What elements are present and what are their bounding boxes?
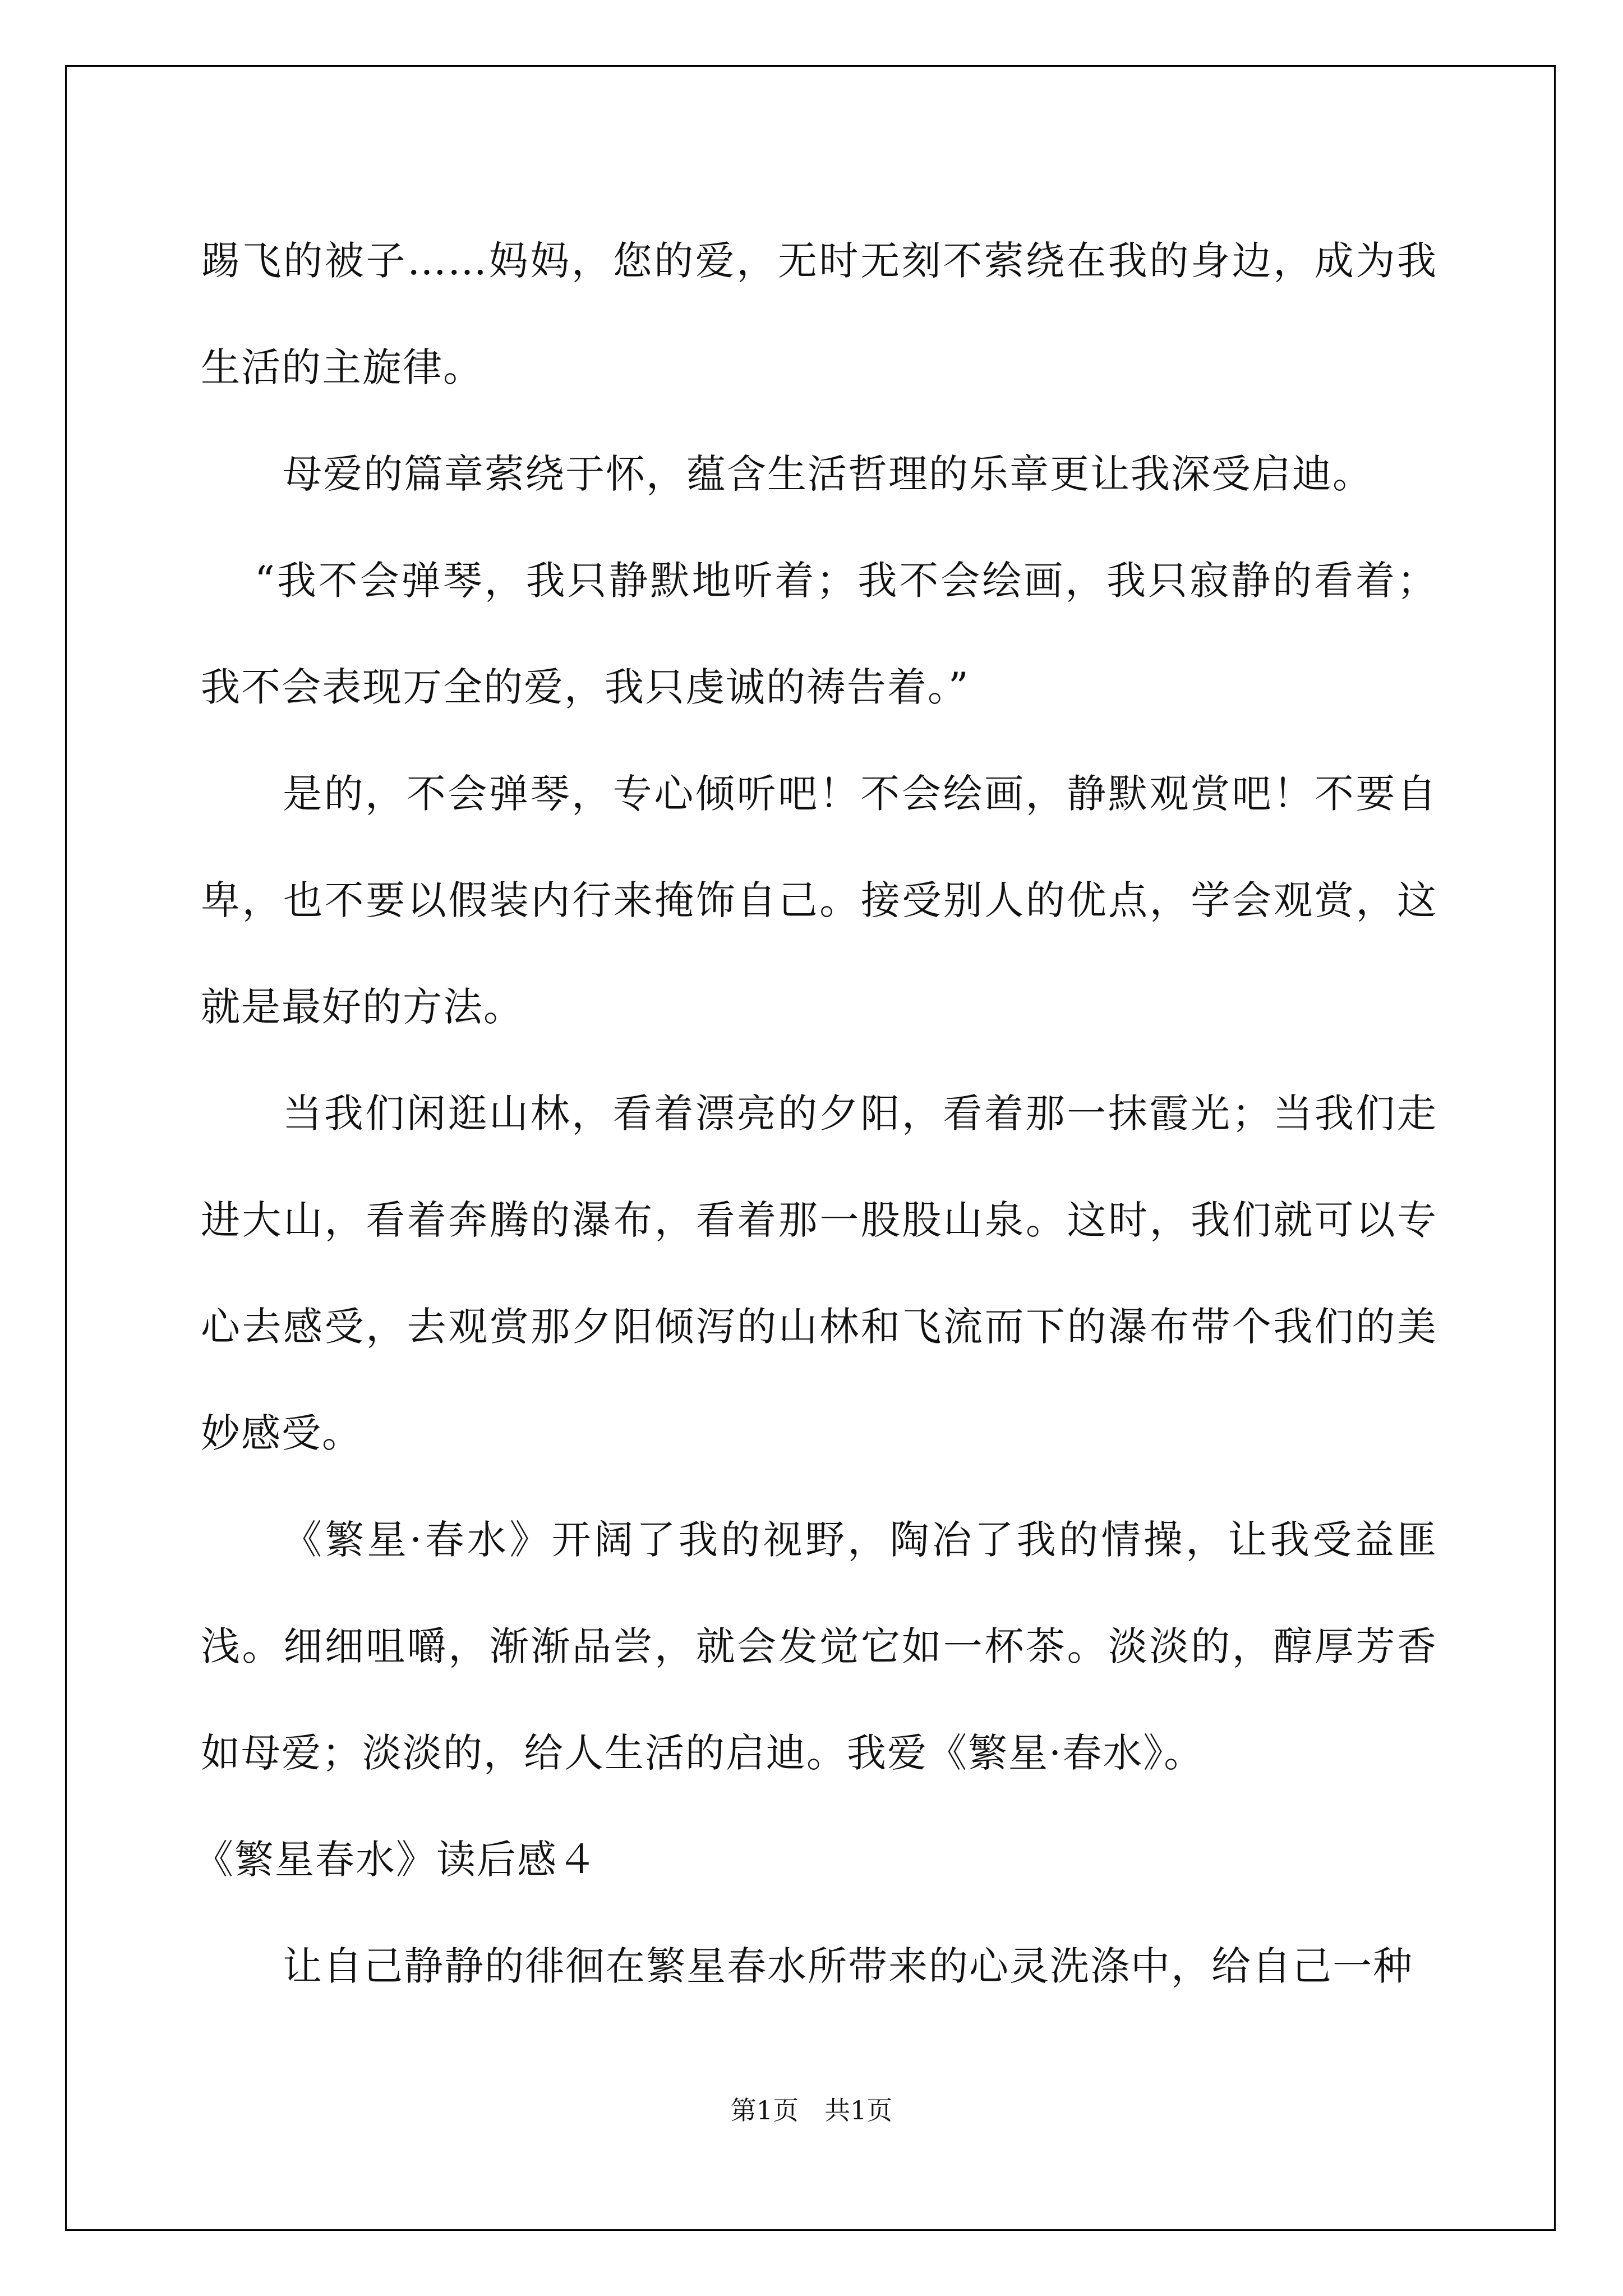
paragraph-7: 让自己静静的徘徊在繁星春水所带来的心灵洗涤中，给自己一种: [283, 1943, 1413, 1989]
paragraph-quote: “我不会弹琴，我只静默地听着；我不会绘画，我只寂静的看着；我不会表现万全的爱，我只虔诚的祷告着。”: [201, 558, 1437, 710]
page-number: 第1页: [730, 2095, 799, 2125]
section-heading: 《繁星春水》读后感４: [194, 1837, 598, 1883]
paragraph-2: 母爱的篇章萦绕于怀，蕴含生活哲理的乐章更让我深受启迪。: [283, 451, 1373, 497]
paragraph-1: 踢飞的被子……妈妈，您的爱，无时无刻不萦绕在我的身边，成为我生活的主旋律。: [201, 238, 1437, 390]
paragraph-4: 是的，不会弹琴，专心倾听吧！不会绘画，静默观赏吧！不要自卑，也不要以假装内行来掩饰自己。接受别人的优点，学会观赏，这就是最好的方法。: [201, 771, 1437, 1030]
paragraph-5: 当我们闲逛山林，看着漂亮的夕阳，看着那一抹霞光；当我们走进大山，看着奔腾的瀑布，看着那一股股山泉。这时，我们就可以专心去感受，去观赏那夕阳倾泻的山林和飞流而下的瀑布带个我们的美妙感受。: [201, 1091, 1437, 1456]
page-total: 共1页: [824, 2095, 893, 2125]
page-footer: [0, 2093, 1623, 2127]
document-body: [194, 208, 1437, 2019]
paragraph-6: 《繁星·春水》开阔了我的视野，陶冶了我的情操，让我受益匪浅。细细咀嚼，渐渐品尝，就会发觉它如一杯茶。淡淡的，醇厚芳香如母爱；淡淡的，给人生活的启迪。我爱《繁星·春水》。: [201, 1517, 1437, 1776]
